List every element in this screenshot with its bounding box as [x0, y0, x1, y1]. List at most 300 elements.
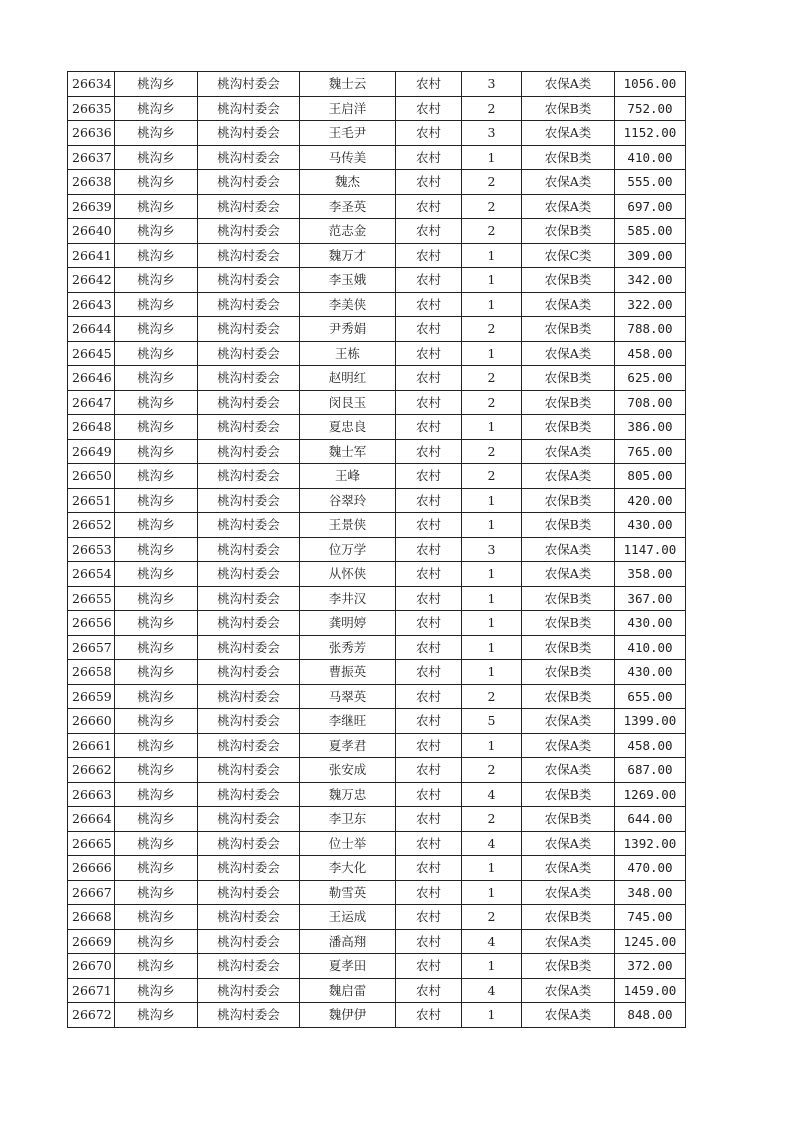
area-type-cell: 农村 [396, 96, 462, 121]
area-type-cell: 农村 [396, 415, 462, 440]
record-id-cell: 26648 [68, 415, 115, 440]
table-row [68, 880, 686, 905]
category-cell: 农保A类 [522, 121, 615, 146]
person-name-cell: 王景侠 [300, 513, 396, 538]
amount-cell: 708.00 [615, 390, 686, 415]
table-row [68, 611, 686, 636]
person-name-cell: 张秀芳 [300, 635, 396, 660]
record-id-cell: 26643 [68, 292, 115, 317]
township-cell: 桃沟乡 [115, 831, 198, 856]
township-cell: 桃沟乡 [115, 121, 198, 146]
township-cell: 桃沟乡 [115, 905, 198, 930]
person-name-cell: 魏士云 [300, 72, 396, 97]
table-row [68, 782, 686, 807]
record-id-cell: 26667 [68, 880, 115, 905]
amount-cell: 1399.00 [615, 709, 686, 734]
area-type-cell: 农村 [396, 464, 462, 489]
category-cell: 农保B类 [522, 390, 615, 415]
amount-cell: 644.00 [615, 807, 686, 832]
amount-cell: 848.00 [615, 1003, 686, 1028]
township-cell: 桃沟乡 [115, 439, 198, 464]
person-name-cell: 位万学 [300, 537, 396, 562]
area-type-cell: 农村 [396, 611, 462, 636]
village-committee-cell: 桃沟村委会 [198, 1003, 300, 1028]
category-cell: 农保C类 [522, 243, 615, 268]
person-name-cell: 马传美 [300, 145, 396, 170]
township-cell: 桃沟乡 [115, 978, 198, 1003]
category-cell: 农保B类 [522, 684, 615, 709]
record-id-cell: 26652 [68, 513, 115, 538]
record-id-cell: 26638 [68, 170, 115, 195]
amount-cell: 1152.00 [615, 121, 686, 146]
amount-cell: 655.00 [615, 684, 686, 709]
record-id-cell: 26658 [68, 660, 115, 685]
household-count-cell: 1 [462, 145, 522, 170]
village-committee-cell: 桃沟村委会 [198, 954, 300, 979]
area-type-cell: 农村 [396, 684, 462, 709]
amount-cell: 458.00 [615, 341, 686, 366]
township-cell: 桃沟乡 [115, 194, 198, 219]
township-cell: 桃沟乡 [115, 268, 198, 293]
category-cell: 农保A类 [522, 831, 615, 856]
person-name-cell: 魏杰 [300, 170, 396, 195]
category-cell: 农保A类 [522, 537, 615, 562]
person-name-cell: 王峰 [300, 464, 396, 489]
record-id-cell: 26655 [68, 586, 115, 611]
table-row [68, 758, 686, 783]
household-count-cell: 4 [462, 831, 522, 856]
amount-cell: 386.00 [615, 415, 686, 440]
amount-cell: 752.00 [615, 96, 686, 121]
table-row [68, 807, 686, 832]
table-row [68, 635, 686, 660]
person-name-cell: 龚明婷 [300, 611, 396, 636]
table-row [68, 562, 686, 587]
record-id-cell: 26645 [68, 341, 115, 366]
record-id-cell: 26641 [68, 243, 115, 268]
table-row [68, 537, 686, 562]
township-cell: 桃沟乡 [115, 954, 198, 979]
person-name-cell: 谷翠玲 [300, 488, 396, 513]
township-cell: 桃沟乡 [115, 709, 198, 734]
table-row [68, 1003, 686, 1028]
area-type-cell: 农村 [396, 268, 462, 293]
person-name-cell: 马翠英 [300, 684, 396, 709]
person-name-cell: 魏启雷 [300, 978, 396, 1003]
amount-cell: 1147.00 [615, 537, 686, 562]
township-cell: 桃沟乡 [115, 807, 198, 832]
household-count-cell: 1 [462, 611, 522, 636]
record-id-cell: 26660 [68, 709, 115, 734]
household-count-cell: 2 [462, 390, 522, 415]
township-cell: 桃沟乡 [115, 880, 198, 905]
record-id-cell: 26634 [68, 72, 115, 97]
amount-cell: 765.00 [615, 439, 686, 464]
category-cell: 农保B类 [522, 954, 615, 979]
village-committee-cell: 桃沟村委会 [198, 635, 300, 660]
township-cell: 桃沟乡 [115, 366, 198, 391]
area-type-cell: 农村 [396, 733, 462, 758]
table-row [68, 268, 686, 293]
amount-cell: 420.00 [615, 488, 686, 513]
household-count-cell: 1 [462, 954, 522, 979]
amount-cell: 788.00 [615, 317, 686, 342]
category-cell: 农保B类 [522, 611, 615, 636]
record-id-cell: 26669 [68, 929, 115, 954]
amount-cell: 470.00 [615, 856, 686, 881]
amount-cell: 430.00 [615, 660, 686, 685]
area-type-cell: 农村 [396, 709, 462, 734]
village-committee-cell: 桃沟村委会 [198, 439, 300, 464]
person-name-cell: 王毛尹 [300, 121, 396, 146]
benefit-roster-table [67, 71, 686, 1028]
area-type-cell: 农村 [396, 1003, 462, 1028]
record-id-cell: 26640 [68, 219, 115, 244]
household-count-cell: 1 [462, 856, 522, 881]
village-committee-cell: 桃沟村委会 [198, 537, 300, 562]
person-name-cell: 王启洋 [300, 96, 396, 121]
person-name-cell: 李卫东 [300, 807, 396, 832]
person-name-cell: 李圣英 [300, 194, 396, 219]
person-name-cell: 魏万才 [300, 243, 396, 268]
township-cell: 桃沟乡 [115, 415, 198, 440]
person-name-cell: 夏孝田 [300, 954, 396, 979]
category-cell: 农保B类 [522, 268, 615, 293]
village-committee-cell: 桃沟村委会 [198, 782, 300, 807]
record-id-cell: 26639 [68, 194, 115, 219]
village-committee-cell: 桃沟村委会 [198, 880, 300, 905]
household-count-cell: 2 [462, 366, 522, 391]
area-type-cell: 农村 [396, 635, 462, 660]
township-cell: 桃沟乡 [115, 145, 198, 170]
record-id-cell: 26661 [68, 733, 115, 758]
household-count-cell: 1 [462, 292, 522, 317]
township-cell: 桃沟乡 [115, 1003, 198, 1028]
township-cell: 桃沟乡 [115, 562, 198, 587]
category-cell: 农保B类 [522, 782, 615, 807]
village-committee-cell: 桃沟村委会 [198, 856, 300, 881]
category-cell: 农保B类 [522, 415, 615, 440]
table-row [68, 929, 686, 954]
record-id-cell: 26666 [68, 856, 115, 881]
amount-cell: 585.00 [615, 219, 686, 244]
category-cell: 农保B类 [522, 513, 615, 538]
area-type-cell: 农村 [396, 537, 462, 562]
table-row [68, 341, 686, 366]
person-name-cell: 范志金 [300, 219, 396, 244]
category-cell: 农保A类 [522, 758, 615, 783]
household-count-cell: 5 [462, 709, 522, 734]
area-type-cell: 农村 [396, 831, 462, 856]
person-name-cell: 闵艮玉 [300, 390, 396, 415]
household-count-cell: 2 [462, 194, 522, 219]
amount-cell: 372.00 [615, 954, 686, 979]
area-type-cell: 农村 [396, 390, 462, 415]
township-cell: 桃沟乡 [115, 390, 198, 415]
village-committee-cell: 桃沟村委会 [198, 758, 300, 783]
category-cell: 农保B类 [522, 366, 615, 391]
record-id-cell: 26670 [68, 954, 115, 979]
amount-cell: 555.00 [615, 170, 686, 195]
household-count-cell: 1 [462, 635, 522, 660]
category-cell: 农保B类 [522, 807, 615, 832]
household-count-cell: 1 [462, 660, 522, 685]
village-committee-cell: 桃沟村委会 [198, 611, 300, 636]
township-cell: 桃沟乡 [115, 635, 198, 660]
record-id-cell: 26651 [68, 488, 115, 513]
person-name-cell: 张安成 [300, 758, 396, 783]
township-cell: 桃沟乡 [115, 292, 198, 317]
area-type-cell: 农村 [396, 292, 462, 317]
person-name-cell: 夏忠良 [300, 415, 396, 440]
township-cell: 桃沟乡 [115, 243, 198, 268]
table-row [68, 905, 686, 930]
household-count-cell: 4 [462, 782, 522, 807]
household-count-cell: 2 [462, 464, 522, 489]
village-committee-cell: 桃沟村委会 [198, 219, 300, 244]
area-type-cell: 农村 [396, 856, 462, 881]
township-cell: 桃沟乡 [115, 513, 198, 538]
household-count-cell: 2 [462, 684, 522, 709]
amount-cell: 348.00 [615, 880, 686, 905]
village-committee-cell: 桃沟村委会 [198, 586, 300, 611]
table-row [68, 978, 686, 1003]
record-id-cell: 26656 [68, 611, 115, 636]
township-cell: 桃沟乡 [115, 96, 198, 121]
table-row [68, 219, 686, 244]
person-name-cell: 勒雪英 [300, 880, 396, 905]
household-count-cell: 2 [462, 219, 522, 244]
household-count-cell: 2 [462, 439, 522, 464]
table-row [68, 733, 686, 758]
township-cell: 桃沟乡 [115, 684, 198, 709]
person-name-cell: 李美侠 [300, 292, 396, 317]
amount-cell: 745.00 [615, 905, 686, 930]
category-cell: 农保A类 [522, 709, 615, 734]
household-count-cell: 3 [462, 537, 522, 562]
household-count-cell: 2 [462, 807, 522, 832]
area-type-cell: 农村 [396, 758, 462, 783]
table-row [68, 488, 686, 513]
area-type-cell: 农村 [396, 170, 462, 195]
category-cell: 农保A类 [522, 464, 615, 489]
village-committee-cell: 桃沟村委会 [198, 121, 300, 146]
village-committee-cell: 桃沟村委会 [198, 390, 300, 415]
household-count-cell: 1 [462, 341, 522, 366]
table-row [68, 709, 686, 734]
category-cell: 农保A类 [522, 880, 615, 905]
area-type-cell: 农村 [396, 660, 462, 685]
area-type-cell: 农村 [396, 488, 462, 513]
person-name-cell: 李井汉 [300, 586, 396, 611]
area-type-cell: 农村 [396, 317, 462, 342]
table-row [68, 660, 686, 685]
area-type-cell: 农村 [396, 121, 462, 146]
category-cell: 农保A类 [522, 978, 615, 1003]
area-type-cell: 农村 [396, 782, 462, 807]
village-committee-cell: 桃沟村委会 [198, 72, 300, 97]
table-row [68, 72, 686, 97]
village-committee-cell: 桃沟村委会 [198, 513, 300, 538]
village-committee-cell: 桃沟村委会 [198, 978, 300, 1003]
record-id-cell: 26663 [68, 782, 115, 807]
village-committee-cell: 桃沟村委会 [198, 243, 300, 268]
category-cell: 农保A类 [522, 1003, 615, 1028]
area-type-cell: 农村 [396, 562, 462, 587]
area-type-cell: 农村 [396, 366, 462, 391]
table-body [68, 72, 686, 1028]
township-cell: 桃沟乡 [115, 341, 198, 366]
person-name-cell: 曹振英 [300, 660, 396, 685]
record-id-cell: 26642 [68, 268, 115, 293]
table-row [68, 954, 686, 979]
category-cell: 农保A类 [522, 170, 615, 195]
category-cell: 农保A类 [522, 856, 615, 881]
village-committee-cell: 桃沟村委会 [198, 464, 300, 489]
area-type-cell: 农村 [396, 807, 462, 832]
person-name-cell: 李大化 [300, 856, 396, 881]
record-id-cell: 26659 [68, 684, 115, 709]
village-committee-cell: 桃沟村委会 [198, 268, 300, 293]
record-id-cell: 26650 [68, 464, 115, 489]
village-committee-cell: 桃沟村委会 [198, 96, 300, 121]
amount-cell: 1459.00 [615, 978, 686, 1003]
amount-cell: 1392.00 [615, 831, 686, 856]
household-count-cell: 2 [462, 905, 522, 930]
amount-cell: 322.00 [615, 292, 686, 317]
record-id-cell: 26646 [68, 366, 115, 391]
household-count-cell: 4 [462, 929, 522, 954]
village-committee-cell: 桃沟村委会 [198, 317, 300, 342]
person-name-cell: 王栋 [300, 341, 396, 366]
person-name-cell: 从怀侠 [300, 562, 396, 587]
amount-cell: 342.00 [615, 268, 686, 293]
household-count-cell: 3 [462, 121, 522, 146]
category-cell: 农保A类 [522, 72, 615, 97]
category-cell: 农保B类 [522, 317, 615, 342]
category-cell: 农保B类 [522, 905, 615, 930]
category-cell: 农保A类 [522, 733, 615, 758]
table-row [68, 586, 686, 611]
amount-cell: 1056.00 [615, 72, 686, 97]
area-type-cell: 农村 [396, 513, 462, 538]
table-row [68, 170, 686, 195]
area-type-cell: 农村 [396, 194, 462, 219]
area-type-cell: 农村 [396, 586, 462, 611]
area-type-cell: 农村 [396, 954, 462, 979]
amount-cell: 367.00 [615, 586, 686, 611]
household-count-cell: 1 [462, 586, 522, 611]
household-count-cell: 1 [462, 562, 522, 587]
area-type-cell: 农村 [396, 145, 462, 170]
table-row [68, 145, 686, 170]
table-row [68, 831, 686, 856]
table-row [68, 194, 686, 219]
table-row [68, 439, 686, 464]
village-committee-cell: 桃沟村委会 [198, 292, 300, 317]
person-name-cell: 魏万忠 [300, 782, 396, 807]
township-cell: 桃沟乡 [115, 611, 198, 636]
township-cell: 桃沟乡 [115, 660, 198, 685]
record-id-cell: 26654 [68, 562, 115, 587]
category-cell: 农保A类 [522, 562, 615, 587]
township-cell: 桃沟乡 [115, 929, 198, 954]
household-count-cell: 3 [462, 72, 522, 97]
person-name-cell: 魏伊伊 [300, 1003, 396, 1028]
township-cell: 桃沟乡 [115, 170, 198, 195]
amount-cell: 687.00 [615, 758, 686, 783]
category-cell: 农保B类 [522, 219, 615, 244]
table-row [68, 243, 686, 268]
category-cell: 农保B类 [522, 635, 615, 660]
household-count-cell: 1 [462, 415, 522, 440]
record-id-cell: 26671 [68, 978, 115, 1003]
record-id-cell: 26672 [68, 1003, 115, 1028]
record-id-cell: 26649 [68, 439, 115, 464]
amount-cell: 430.00 [615, 611, 686, 636]
area-type-cell: 农村 [396, 905, 462, 930]
table-row [68, 390, 686, 415]
amount-cell: 1245.00 [615, 929, 686, 954]
table-row [68, 292, 686, 317]
area-type-cell: 农村 [396, 929, 462, 954]
household-count-cell: 2 [462, 96, 522, 121]
table-row [68, 96, 686, 121]
person-name-cell: 李玉娥 [300, 268, 396, 293]
amount-cell: 358.00 [615, 562, 686, 587]
township-cell: 桃沟乡 [115, 856, 198, 881]
village-committee-cell: 桃沟村委会 [198, 366, 300, 391]
amount-cell: 1269.00 [615, 782, 686, 807]
village-committee-cell: 桃沟村委会 [198, 194, 300, 219]
village-committee-cell: 桃沟村委会 [198, 415, 300, 440]
amount-cell: 430.00 [615, 513, 686, 538]
township-cell: 桃沟乡 [115, 317, 198, 342]
household-count-cell: 1 [462, 488, 522, 513]
village-committee-cell: 桃沟村委会 [198, 905, 300, 930]
village-committee-cell: 桃沟村委会 [198, 488, 300, 513]
household-count-cell: 2 [462, 170, 522, 195]
village-committee-cell: 桃沟村委会 [198, 709, 300, 734]
category-cell: 农保A类 [522, 194, 615, 219]
category-cell: 农保B类 [522, 96, 615, 121]
record-id-cell: 26662 [68, 758, 115, 783]
category-cell: 农保A类 [522, 439, 615, 464]
amount-cell: 697.00 [615, 194, 686, 219]
township-cell: 桃沟乡 [115, 537, 198, 562]
person-name-cell: 魏士军 [300, 439, 396, 464]
township-cell: 桃沟乡 [115, 219, 198, 244]
household-count-cell: 1 [462, 733, 522, 758]
household-count-cell: 2 [462, 758, 522, 783]
household-count-cell: 1 [462, 513, 522, 538]
table-row [68, 366, 686, 391]
person-name-cell: 位士举 [300, 831, 396, 856]
record-id-cell: 26636 [68, 121, 115, 146]
category-cell: 农保A类 [522, 929, 615, 954]
category-cell: 农保B类 [522, 145, 615, 170]
village-committee-cell: 桃沟村委会 [198, 684, 300, 709]
record-id-cell: 26653 [68, 537, 115, 562]
table-row [68, 415, 686, 440]
village-committee-cell: 桃沟村委会 [198, 660, 300, 685]
area-type-cell: 农村 [396, 439, 462, 464]
amount-cell: 410.00 [615, 635, 686, 660]
village-committee-cell: 桃沟村委会 [198, 562, 300, 587]
record-id-cell: 26668 [68, 905, 115, 930]
category-cell: 农保A类 [522, 292, 615, 317]
table-row [68, 513, 686, 538]
